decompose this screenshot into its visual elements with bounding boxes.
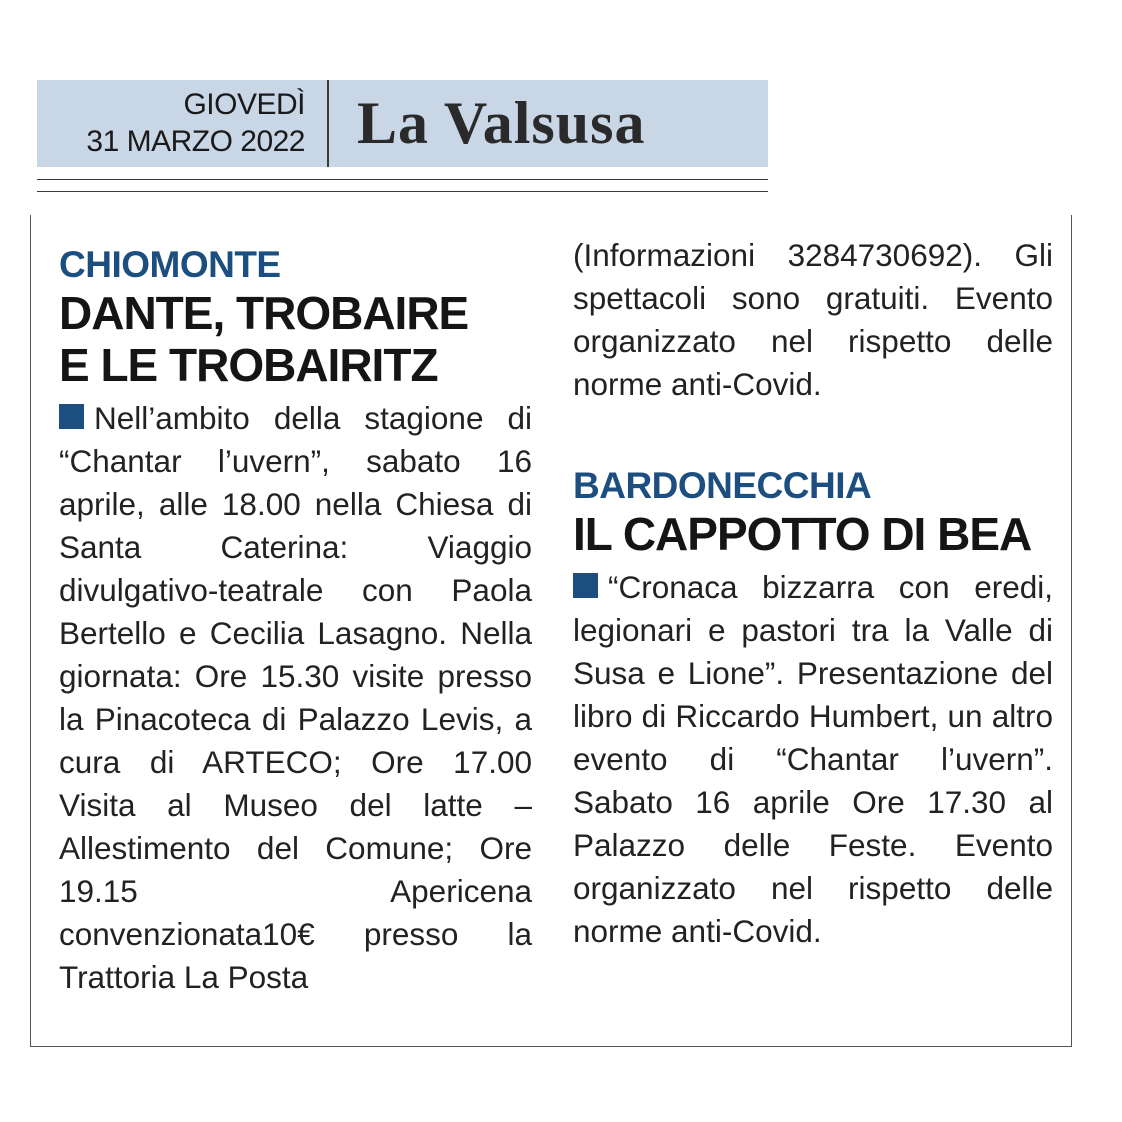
square-bullet-icon	[573, 573, 598, 598]
article-headline: IL CAPPOTTO DI BEA	[573, 508, 1032, 560]
article-body	[59, 397, 532, 999]
article-bardonecchia	[573, 464, 1053, 953]
masthead-rule-top	[37, 179, 768, 180]
issue-date	[37, 86, 305, 160]
article-kicker: CHIOMONTE	[59, 244, 281, 285]
frame-right-border	[1071, 215, 1072, 1047]
article-continuation: (Informazioni 3284730692). Gli spettacoli sono gratuiti. Evento organizzato nel rispetto delle norme anti-Covid.	[573, 237, 1053, 402]
headline-line-2: E LE TROBAIRITZ	[59, 339, 438, 391]
article-chiomonte	[59, 243, 532, 999]
headline-line-1: DANTE, TROBAIRE	[59, 287, 469, 339]
masthead	[37, 80, 768, 167]
square-bullet-icon	[59, 404, 84, 429]
newspaper-logo: La Valsusa	[357, 90, 646, 156]
frame-left-border	[30, 215, 31, 1047]
article-body	[573, 566, 1053, 953]
masthead-divider	[327, 80, 329, 167]
column-spacer	[573, 406, 1053, 464]
article-kicker: BARDONECCHIA	[573, 465, 872, 506]
issue-date-text: 31 MARZO 2022	[86, 125, 305, 158]
right-column	[573, 234, 1053, 953]
issue-weekday: GIOVEDÌ	[183, 88, 305, 121]
article-headline	[59, 287, 532, 391]
masthead-rule-bottom	[37, 191, 768, 192]
article-body-text: “Cronaca bizzarra con eredi, legionari e pastori tra la Valle di Susa e Lione”. Presentazione del libro di Riccardo Humbert, un altro evento di “Chantar l’uvern”. Sabato 16 aprile Ore 17.30 al Palazzo delle Feste. Evento organizzato nel rispetto delle norme anti-Covid.	[573, 569, 1053, 949]
frame-bottom-border	[30, 1046, 1072, 1047]
article-body-text: Nell’ambito della stagione di “Chantar l’uvern”, sabato 16 aprile, alle 18.00 nella Chiesa di Santa Caterina: Viaggio divulgativo-teatrale con Paola Bertello e Cecilia Lasagno. Nella giornata: Ore 15.30 visite presso la Pinacoteca di Palazzo Levis, a cura di ARTECO; Ore 17.00 Visita al Museo del latte – Allestimento del Comune; Ore 19.15 Apericena convenzionata10€ presso la Trattoria La Posta	[59, 400, 532, 995]
